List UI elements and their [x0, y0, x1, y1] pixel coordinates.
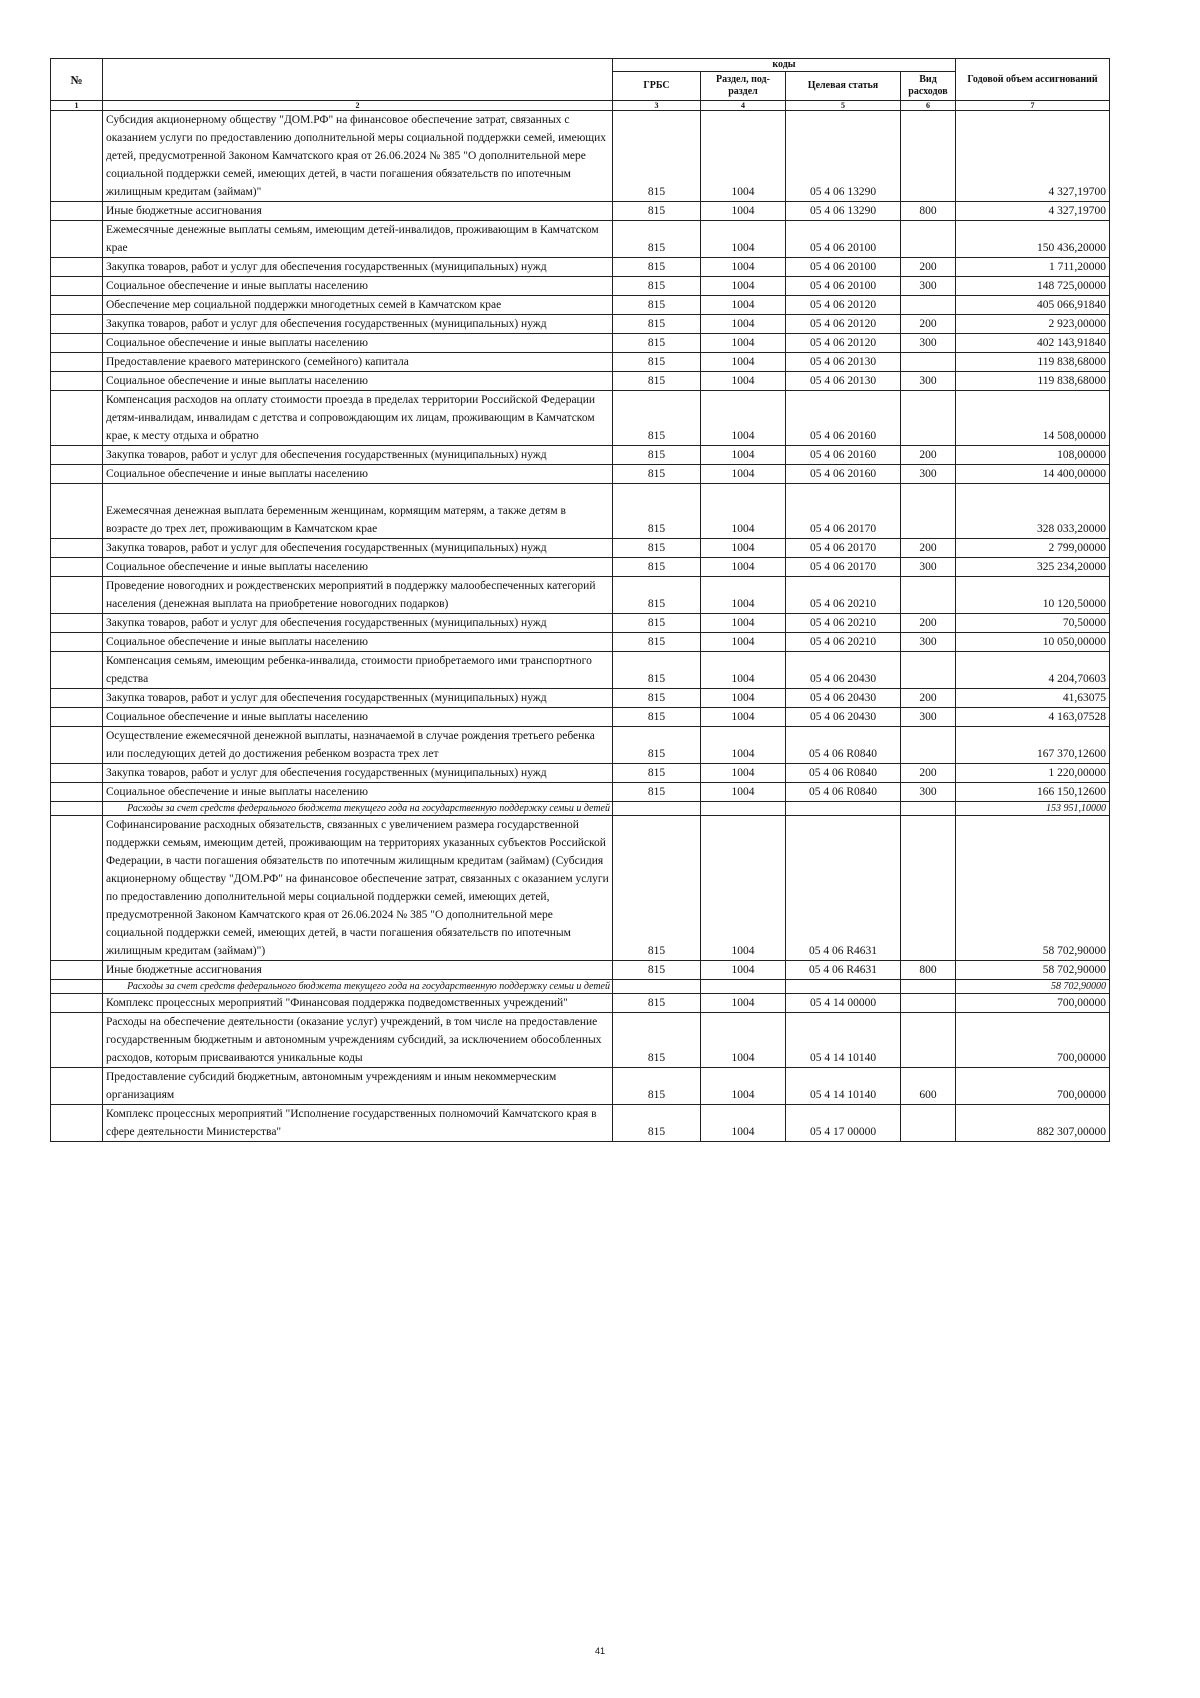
cell-no — [51, 802, 103, 816]
cell-razdel: 1004 — [701, 334, 786, 353]
cell-no — [51, 465, 103, 484]
cell-name: Комплекс процессных мероприятий "Финансовая поддержка подведомственных учреждений" — [103, 994, 613, 1013]
cell-vid — [901, 296, 956, 315]
cell-vid: 600 — [901, 1068, 956, 1105]
header-codes: коды — [613, 59, 956, 72]
cell-name: Закупка товаров, работ и услуг для обеспечения государственных (муниципальных) нужд — [103, 258, 613, 277]
cell-amount: 41,63075 — [956, 689, 1110, 708]
cell-razdel: 1004 — [701, 708, 786, 727]
cell-grbs: 815 — [613, 484, 701, 539]
cell-amount: 325 234,20000 — [956, 558, 1110, 577]
cell-no — [51, 633, 103, 652]
cell-amount: 58 702,90000 — [956, 961, 1110, 980]
cell-grbs: 815 — [613, 111, 701, 202]
cell-grbs — [613, 980, 701, 994]
cell-razdel: 1004 — [701, 994, 786, 1013]
cell-razdel: 1004 — [701, 221, 786, 258]
table-row — [51, 783, 1110, 802]
table-row — [51, 111, 1110, 202]
cell-name: Расходы на обеспечение деятельности (оказание услуг) учреждений, в том числе на предоставление государственным бюджетным и автономным учреждениям субсидий, за исключением обособленных расходов, которым присваиваются уникальные коды — [103, 1013, 613, 1068]
cell-ts — [786, 980, 901, 994]
cell-razdel: 1004 — [701, 689, 786, 708]
cell-grbs: 815 — [613, 446, 701, 465]
cell-no — [51, 258, 103, 277]
table-note-row — [51, 802, 1110, 816]
cell-razdel: 1004 — [701, 816, 786, 961]
cell-razdel: 1004 — [701, 1013, 786, 1068]
cell-ts: 05 4 06 20130 — [786, 372, 901, 391]
cell-name: Закупка товаров, работ и услуг для обеспечения государственных (муниципальных) нужд — [103, 539, 613, 558]
cell-no — [51, 614, 103, 633]
cell-amount: 2 799,00000 — [956, 539, 1110, 558]
cell-razdel: 1004 — [701, 783, 786, 802]
cell-vid — [901, 391, 956, 446]
cell-vid: 300 — [901, 633, 956, 652]
cell-ts: 05 4 06 R0840 — [786, 764, 901, 783]
cell-amount: 10 120,50000 — [956, 577, 1110, 614]
cell-no — [51, 816, 103, 961]
cell-vid — [901, 980, 956, 994]
cell-name: Закупка товаров, работ и услуг для обеспечения государственных (муниципальных) нужд — [103, 446, 613, 465]
cell-no — [51, 221, 103, 258]
cell-razdel: 1004 — [701, 764, 786, 783]
cell-amount: 119 838,68000 — [956, 372, 1110, 391]
table-row — [51, 353, 1110, 372]
cell-amount: 4 163,07528 — [956, 708, 1110, 727]
cell-razdel: 1004 — [701, 614, 786, 633]
cell-amount: 167 370,12600 — [956, 727, 1110, 764]
cell-razdel: 1004 — [701, 353, 786, 372]
cell-no — [51, 727, 103, 764]
table-row — [51, 391, 1110, 446]
cell-grbs: 815 — [613, 539, 701, 558]
header-no: № — [51, 59, 103, 101]
cell-amount: 58 702,90000 — [956, 980, 1110, 994]
cell-no — [51, 353, 103, 372]
cell-no — [51, 372, 103, 391]
cell-amount: 4 204,70603 — [956, 652, 1110, 689]
cell-no — [51, 202, 103, 221]
cell-name: Проведение новогодних и рождественских мероприятий в поддержку малообеспеченных категорий населения (денежная выплата на приобретение новогодних подарков) — [103, 577, 613, 614]
cell-vid: 200 — [901, 258, 956, 277]
table-row — [51, 446, 1110, 465]
cell-razdel: 1004 — [701, 1105, 786, 1142]
cell-ts: 05 4 06 R0840 — [786, 727, 901, 764]
cell-ts: 05 4 06 20130 — [786, 353, 901, 372]
cell-vid: 300 — [901, 465, 956, 484]
table-row — [51, 258, 1110, 277]
cell-name: Социальное обеспечение и иные выплаты населению — [103, 277, 613, 296]
cell-amount: 700,00000 — [956, 1068, 1110, 1105]
cell-no — [51, 783, 103, 802]
table-note-row — [51, 980, 1110, 994]
colnum-3: 3 — [613, 101, 701, 111]
cell-ts: 05 4 14 00000 — [786, 994, 901, 1013]
cell-grbs: 815 — [613, 816, 701, 961]
colnum-6: 6 — [901, 101, 956, 111]
table-row — [51, 372, 1110, 391]
cell-razdel: 1004 — [701, 296, 786, 315]
cell-ts: 05 4 06 20210 — [786, 614, 901, 633]
cell-amount: 405 066,91840 — [956, 296, 1110, 315]
cell-razdel: 1004 — [701, 372, 786, 391]
cell-ts: 05 4 06 20430 — [786, 708, 901, 727]
table-row — [51, 764, 1110, 783]
table-row — [51, 484, 1110, 539]
cell-no — [51, 539, 103, 558]
cell-grbs: 815 — [613, 353, 701, 372]
cell-ts: 05 4 06 R4631 — [786, 816, 901, 961]
cell-razdel — [701, 980, 786, 994]
cell-grbs: 815 — [613, 708, 701, 727]
cell-razdel: 1004 — [701, 465, 786, 484]
cell-grbs: 815 — [613, 633, 701, 652]
table-row — [51, 961, 1110, 980]
cell-grbs: 815 — [613, 334, 701, 353]
table-row — [51, 727, 1110, 764]
cell-grbs: 815 — [613, 277, 701, 296]
cell-razdel: 1004 — [701, 633, 786, 652]
cell-grbs: 815 — [613, 258, 701, 277]
cell-name: Ежемесячная денежная выплата беременным женщинам, кормящим матерям, а также детям в возрасте до трех лет, проживающим в Камчатском крае — [103, 484, 613, 539]
cell-name: Закупка товаров, работ и услуг для обеспечения государственных (муниципальных) нужд — [103, 764, 613, 783]
cell-grbs: 815 — [613, 727, 701, 764]
cell-vid: 200 — [901, 446, 956, 465]
cell-ts: 05 4 06 20210 — [786, 633, 901, 652]
cell-name: Ежемесячные денежные выплаты семьям, имеющим детей-инвалидов, проживающим в Камчатском крае — [103, 221, 613, 258]
cell-name: Социальное обеспечение и иные выплаты населению — [103, 465, 613, 484]
cell-razdel: 1004 — [701, 1068, 786, 1105]
cell-no — [51, 689, 103, 708]
cell-grbs: 815 — [613, 1013, 701, 1068]
cell-amount: 4 327,19700 — [956, 111, 1110, 202]
cell-name: Компенсация семьям, имеющим ребенка-инвалида, стоимости приобретаемого ими транспортного средства — [103, 652, 613, 689]
cell-vid — [901, 652, 956, 689]
cell-amount: 1 220,00000 — [956, 764, 1110, 783]
cell-ts: 05 4 06 20160 — [786, 391, 901, 446]
cell-grbs: 815 — [613, 315, 701, 334]
cell-razdel: 1004 — [701, 961, 786, 980]
cell-vid — [901, 816, 956, 961]
cell-ts: 05 4 06 20160 — [786, 446, 901, 465]
table-row — [51, 994, 1110, 1013]
header-razdel: Раздел, под-раздел — [701, 72, 786, 101]
cell-ts: 05 4 06 13290 — [786, 202, 901, 221]
cell-no — [51, 111, 103, 202]
cell-grbs: 815 — [613, 994, 701, 1013]
table-row — [51, 296, 1110, 315]
cell-no — [51, 994, 103, 1013]
cell-no — [51, 484, 103, 539]
cell-amount: 10 050,00000 — [956, 633, 1110, 652]
cell-ts: 05 4 06 20170 — [786, 484, 901, 539]
cell-name: Закупка товаров, работ и услуг для обеспечения государственных (муниципальных) нужд — [103, 315, 613, 334]
cell-amount: 119 838,68000 — [956, 353, 1110, 372]
cell-vid: 200 — [901, 764, 956, 783]
cell-grbs: 815 — [613, 465, 701, 484]
cell-no — [51, 277, 103, 296]
cell-grbs: 815 — [613, 961, 701, 980]
cell-grbs: 815 — [613, 689, 701, 708]
cell-no — [51, 1013, 103, 1068]
cell-grbs: 815 — [613, 391, 701, 446]
cell-name: Социальное обеспечение и иные выплаты населению — [103, 633, 613, 652]
table-row — [51, 1013, 1110, 1068]
cell-ts: 05 4 06 20170 — [786, 558, 901, 577]
table-row — [51, 708, 1110, 727]
cell-no — [51, 446, 103, 465]
cell-vid: 300 — [901, 558, 956, 577]
cell-name: Иные бюджетные ассигнования — [103, 202, 613, 221]
budget-table-sheet — [50, 58, 1109, 1142]
cell-ts — [786, 802, 901, 816]
colnum-7: 7 — [956, 101, 1110, 111]
cell-ts: 05 4 06 13290 — [786, 111, 901, 202]
cell-ts: 05 4 06 20170 — [786, 539, 901, 558]
cell-vid — [901, 577, 956, 614]
cell-grbs: 815 — [613, 558, 701, 577]
cell-no — [51, 1068, 103, 1105]
cell-no — [51, 764, 103, 783]
cell-grbs: 815 — [613, 1068, 701, 1105]
cell-ts: 05 4 06 R0840 — [786, 783, 901, 802]
cell-grbs: 815 — [613, 577, 701, 614]
cell-amount: 2 923,00000 — [956, 315, 1110, 334]
cell-vid: 200 — [901, 539, 956, 558]
cell-grbs: 815 — [613, 652, 701, 689]
cell-grbs: 815 — [613, 221, 701, 258]
cell-ts: 05 4 14 10140 — [786, 1013, 901, 1068]
table-row — [51, 577, 1110, 614]
table-row — [51, 614, 1110, 633]
cell-name: Закупка товаров, работ и услуг для обеспечения государственных (муниципальных) нужд — [103, 614, 613, 633]
cell-vid: 300 — [901, 372, 956, 391]
cell-vid — [901, 1013, 956, 1068]
cell-no — [51, 577, 103, 614]
cell-razdel: 1004 — [701, 315, 786, 334]
cell-amount: 150 436,20000 — [956, 221, 1110, 258]
cell-no — [51, 1105, 103, 1142]
table-row — [51, 465, 1110, 484]
cell-vid: 300 — [901, 334, 956, 353]
cell-razdel: 1004 — [701, 727, 786, 764]
cell-name: Предоставление краевого материнского (семейного) капитала — [103, 353, 613, 372]
cell-vid: 300 — [901, 277, 956, 296]
table-row — [51, 539, 1110, 558]
cell-no — [51, 334, 103, 353]
cell-razdel: 1004 — [701, 391, 786, 446]
header-volume: Годовой объем ассигнований — [956, 59, 1110, 101]
cell-ts: 05 4 14 10140 — [786, 1068, 901, 1105]
colnum-5: 5 — [786, 101, 901, 111]
cell-amount: 700,00000 — [956, 994, 1110, 1013]
cell-name: Расходы за счет средств федерального бюджета текущего года на государственную поддержку семьи и детей — [103, 980, 613, 994]
cell-name: Софинансирование расходных обязательств, связанных с увеличением размера государственной поддержки семьям, имеющим детей, проживающим на территориях указанных субъектов Российской Федерации, в части погашения обязательств по ипотечным жилищным кредитам (займам) (Субсидия акционерному обществу "ДОМ.РФ" на финансовое обеспечение затрат, связанных с оказанием услуги по предоставлению дополнительной меры социальной поддержки семей, имеющих детей, предусмотренной Законом Камчатского края от 26.06.2024 № 385 "О дополнительной мере социальной поддержки семей, имеющих детей, в части погашения обязательств по ипотечным жилищным кредитам (займам)") — [103, 816, 613, 961]
cell-amount: 700,00000 — [956, 1013, 1110, 1068]
cell-ts: 05 4 06 R4631 — [786, 961, 901, 980]
table-row — [51, 1068, 1110, 1105]
table-row — [51, 277, 1110, 296]
page-number: 41 — [594, 1646, 605, 1656]
cell-razdel: 1004 — [701, 577, 786, 614]
table-row — [51, 1105, 1110, 1142]
cell-grbs: 815 — [613, 296, 701, 315]
cell-amount: 882 307,00000 — [956, 1105, 1110, 1142]
cell-vid — [901, 994, 956, 1013]
cell-razdel: 1004 — [701, 652, 786, 689]
cell-amount: 108,00000 — [956, 446, 1110, 465]
cell-vid: 200 — [901, 315, 956, 334]
cell-grbs: 815 — [613, 372, 701, 391]
cell-name: Обеспечение мер социальной поддержки многодетных семей в Камчатском крае — [103, 296, 613, 315]
cell-no — [51, 315, 103, 334]
cell-name: Осуществление ежемесячной денежной выплаты, назначаемой в случае рождения третьего ребенка или последующих детей до достижения ребенком возраста трех лет — [103, 727, 613, 764]
cell-vid: 200 — [901, 689, 956, 708]
table-row — [51, 221, 1110, 258]
cell-name: Социальное обеспечение и иные выплаты населению — [103, 783, 613, 802]
table-row — [51, 652, 1110, 689]
cell-ts: 05 4 06 20100 — [786, 277, 901, 296]
table-row — [51, 689, 1110, 708]
cell-ts: 05 4 06 20120 — [786, 296, 901, 315]
cell-name: Закупка товаров, работ и услуг для обеспечения государственных (муниципальных) нужд — [103, 689, 613, 708]
cell-vid — [901, 221, 956, 258]
cell-grbs: 815 — [613, 1105, 701, 1142]
cell-amount: 153 951,10000 — [956, 802, 1110, 816]
cell-grbs: 815 — [613, 783, 701, 802]
cell-grbs: 815 — [613, 614, 701, 633]
cell-razdel: 1004 — [701, 277, 786, 296]
cell-vid: 800 — [901, 202, 956, 221]
cell-no — [51, 296, 103, 315]
cell-grbs: 815 — [613, 202, 701, 221]
table-row — [51, 558, 1110, 577]
cell-ts: 05 4 06 20100 — [786, 258, 901, 277]
cell-razdel: 1004 — [701, 258, 786, 277]
cell-name: Социальное обеспечение и иные выплаты населению — [103, 372, 613, 391]
cell-name: Социальное обеспечение и иные выплаты населению — [103, 558, 613, 577]
cell-ts: 05 4 06 20100 — [786, 221, 901, 258]
colnum-2: 2 — [103, 101, 613, 111]
cell-no — [51, 558, 103, 577]
cell-vid — [901, 111, 956, 202]
cell-amount: 402 143,91840 — [956, 334, 1110, 353]
cell-vid — [901, 484, 956, 539]
cell-amount: 148 725,00000 — [956, 277, 1110, 296]
cell-ts: 05 4 06 20120 — [786, 334, 901, 353]
cell-razdel: 1004 — [701, 446, 786, 465]
cell-vid — [901, 727, 956, 764]
cell-no — [51, 980, 103, 994]
header-name — [103, 59, 613, 101]
cell-ts: 05 4 06 20120 — [786, 315, 901, 334]
cell-no — [51, 391, 103, 446]
table-row — [51, 816, 1110, 961]
cell-grbs: 815 — [613, 764, 701, 783]
cell-amount: 14 508,00000 — [956, 391, 1110, 446]
cell-vid: 300 — [901, 708, 956, 727]
cell-ts: 05 4 06 20160 — [786, 465, 901, 484]
cell-razdel: 1004 — [701, 484, 786, 539]
cell-vid: 300 — [901, 783, 956, 802]
table-row — [51, 202, 1110, 221]
cell-vid — [901, 1105, 956, 1142]
table-body — [51, 111, 1110, 1142]
cell-name: Субсидия акционерному обществу "ДОМ.РФ" на финансовое обеспечение затрат, связанных с оказанием услуги по предоставлению дополнительной меры социальной поддержки семей, имеющих детей, предусмотренной Законом Камчатского края от 26.06.2024 № 385 "О дополнительной мере социальной поддержки семей, имеющих детей, в части погашения обязательств по ипотечным жилищным кредитам (займам)" — [103, 111, 613, 202]
cell-vid — [901, 353, 956, 372]
cell-razdel: 1004 — [701, 111, 786, 202]
cell-razdel: 1004 — [701, 202, 786, 221]
cell-razdel: 1004 — [701, 539, 786, 558]
cell-ts: 05 4 06 20430 — [786, 652, 901, 689]
cell-vid: 800 — [901, 961, 956, 980]
cell-name: Социальное обеспечение и иные выплаты населению — [103, 334, 613, 353]
cell-vid — [901, 802, 956, 816]
cell-name: Социальное обеспечение и иные выплаты населению — [103, 708, 613, 727]
cell-no — [51, 652, 103, 689]
cell-no — [51, 708, 103, 727]
cell-amount: 70,50000 — [956, 614, 1110, 633]
cell-no — [51, 961, 103, 980]
cell-amount: 14 400,00000 — [956, 465, 1110, 484]
cell-name: Расходы за счет средств федерального бюджета текущего года на государственную поддержку семьи и детей — [103, 802, 613, 816]
table-row — [51, 334, 1110, 353]
cell-ts: 05 4 06 20210 — [786, 577, 901, 614]
colnum-1: 1 — [51, 101, 103, 111]
cell-ts: 05 4 17 00000 — [786, 1105, 901, 1142]
cell-razdel — [701, 802, 786, 816]
colnum-4: 4 — [701, 101, 786, 111]
cell-name: Компенсация расходов на оплату стоимости проезда в пределах территории Российской Федерации детям-инвалидам, инвалидам с детства и сопровождающим их лицам, проживающим в Камчатском крае, к месту отдыха и обратно — [103, 391, 613, 446]
table-row — [51, 633, 1110, 652]
cell-amount: 1 711,20000 — [956, 258, 1110, 277]
table-row — [51, 315, 1110, 334]
cell-amount: 328 033,20000 — [956, 484, 1110, 539]
header-grbs: ГРБС — [613, 72, 701, 101]
cell-name: Иные бюджетные ассигнования — [103, 961, 613, 980]
cell-amount: 4 327,19700 — [956, 202, 1110, 221]
cell-vid: 200 — [901, 614, 956, 633]
header-vid: Вид расходов — [901, 72, 956, 101]
cell-razdel: 1004 — [701, 558, 786, 577]
cell-name: Предоставление субсидий бюджетным, автономным учреждениям и иным некоммерческим организациям — [103, 1068, 613, 1105]
header-tselevaya: Целевая статья — [786, 72, 901, 101]
budget-table — [50, 58, 1110, 1142]
cell-amount: 166 150,12600 — [956, 783, 1110, 802]
cell-name: Комплекс процессных мероприятий "Исполнение государственных полномочий Камчатского края в сфере деятельности Министерства" — [103, 1105, 613, 1142]
cell-grbs — [613, 802, 701, 816]
cell-ts: 05 4 06 20430 — [786, 689, 901, 708]
cell-amount: 58 702,90000 — [956, 816, 1110, 961]
